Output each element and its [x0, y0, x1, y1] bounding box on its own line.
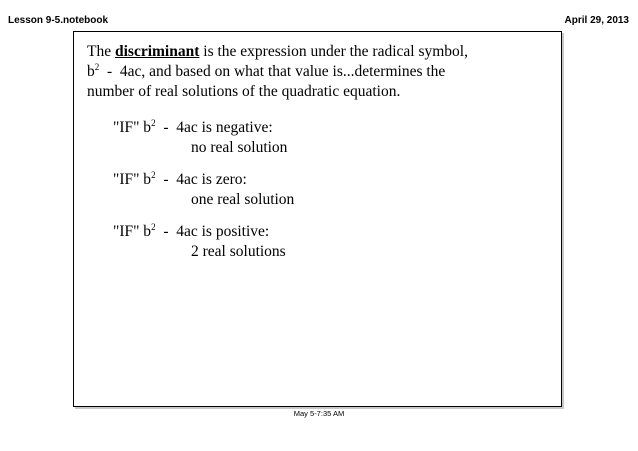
- case-exponent: 2: [151, 170, 156, 180]
- case-condition-prefix: "IF" b: [113, 223, 152, 240]
- intro-line-2-rest: - 4ac, and based on what that value is...determines the: [99, 63, 446, 80]
- case-condition-rest: - 4ac is positive:: [155, 223, 270, 240]
- case-exponent: 2: [151, 118, 156, 128]
- case-zero: [113, 170, 294, 210]
- intro-prefix: The: [87, 43, 115, 60]
- intro-paragraph: [87, 42, 557, 102]
- case-condition-prefix: "IF" b: [113, 119, 152, 136]
- case-condition-rest: - 4ac is zero:: [155, 171, 247, 188]
- page-timestamp: May 5-7:35 AM: [293, 409, 345, 418]
- intro-b: b: [87, 63, 95, 80]
- intro-exponent: 2: [94, 62, 100, 72]
- header-date: April 29, 2013: [564, 15, 629, 26]
- intro-line-3: number of real solutions of the quadratic equation.: [87, 83, 401, 100]
- case-condition-rest: - 4ac is negative:: [155, 119, 273, 136]
- case-result: no real solution: [191, 139, 288, 156]
- intro-line-2: [87, 62, 557, 82]
- case-positive: [113, 222, 286, 262]
- case-result: 2 real solutions: [191, 243, 286, 260]
- case-condition-prefix: "IF" b: [113, 171, 152, 188]
- notebook-file-name: Lesson 9-5.notebook: [8, 15, 109, 26]
- case-negative: [113, 118, 287, 158]
- intro-line-1: [87, 42, 557, 62]
- intro-line-1-rest: is the expression under the radical symbol,: [199, 43, 468, 60]
- case-exponent: 2: [151, 222, 156, 232]
- discriminant-term: discriminant: [114, 43, 200, 60]
- case-result: one real solution: [191, 191, 295, 208]
